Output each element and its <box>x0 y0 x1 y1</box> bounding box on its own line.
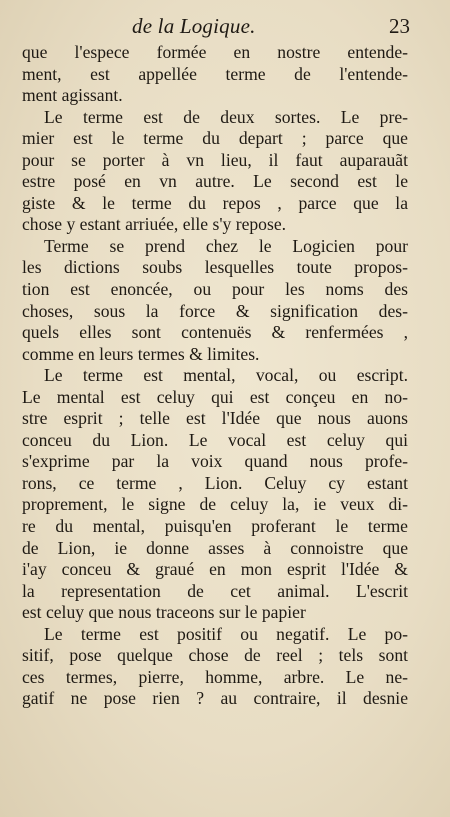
text-line: Le mental est celuy qui est conçeu en no- <box>22 386 408 407</box>
text-line: est celuy que nous traceons sur le papier <box>22 602 306 623</box>
text-line: choses, sous la force & signification des- <box>22 300 408 321</box>
text-line: pour se porter à vn lieu, il faut auparauãt <box>22 149 408 170</box>
text-line: giste & le terme du repos , parce que la <box>22 192 408 213</box>
text-line: ment, est appellée terme de l'entende- <box>22 63 408 84</box>
text-line: re du mental, puisqu'en proferant le terme <box>22 516 408 537</box>
text-line: gatif ne pose rien ? au contraire, il desnie <box>22 688 408 709</box>
body-text <box>22 42 408 710</box>
page-number: 23 <box>389 14 410 38</box>
text-line: sitif, pose quelque chose de reel ; tels sont <box>22 645 408 666</box>
page-header <box>22 14 410 40</box>
text-line: tion est enoncée, ou pour les noms des <box>22 279 408 300</box>
text-line: mier est le terme du depart ; parce que <box>22 128 408 149</box>
text-line: i'ay conceu & graué en mon esprit l'Idée & <box>22 559 408 580</box>
text-line: que l'espece formée en nostre entende- <box>22 42 408 62</box>
paragraph <box>22 624 408 710</box>
text-line: Le terme est mental, vocal, ou escript. <box>44 365 408 386</box>
paragraph <box>22 236 408 365</box>
text-line: les dictions soubs lesquelles toute propos- <box>22 257 408 278</box>
paragraph <box>22 42 408 107</box>
text-line: la representation de cet animal. L'escrit <box>22 580 408 601</box>
text-line: Le terme est positif ou negatif. Le po- <box>44 623 408 644</box>
text-line: ces termes, pierre, homme, arbre. Le ne- <box>22 666 408 687</box>
text-line: conceu du Lion. Le vocal est celuy qui <box>22 429 408 450</box>
text-line: quels elles sont contenuës & renfermées , <box>22 322 408 343</box>
text-line: chose y estant arriuée, elle s'y repose. <box>22 214 287 235</box>
text-line: de Lion, ie donne asses à connoistre que <box>22 537 408 558</box>
text-line: Terme se prend chez le Logicien pour <box>44 235 408 256</box>
running-head: de la Logique. <box>132 14 256 38</box>
paragraph <box>22 107 408 236</box>
text-line: Le terme est de deux sortes. Le pre- <box>44 106 408 127</box>
text-line: stre esprit ; telle est l'Idée que nous auons <box>22 408 408 429</box>
text-line: s'exprime par la voix quand nous profe- <box>22 451 408 472</box>
text-line: proprement, le signe de celuy la, ie veux di- <box>22 494 408 515</box>
text-line: estre posé en vn autre. Le second est le <box>22 171 408 192</box>
text-line: comme en leurs termes & limites. <box>22 343 260 364</box>
text-line: ment agissant. <box>22 85 123 106</box>
paragraph <box>22 365 408 624</box>
text-line: rons, ce terme , Lion. Celuy cy estant <box>22 472 408 493</box>
